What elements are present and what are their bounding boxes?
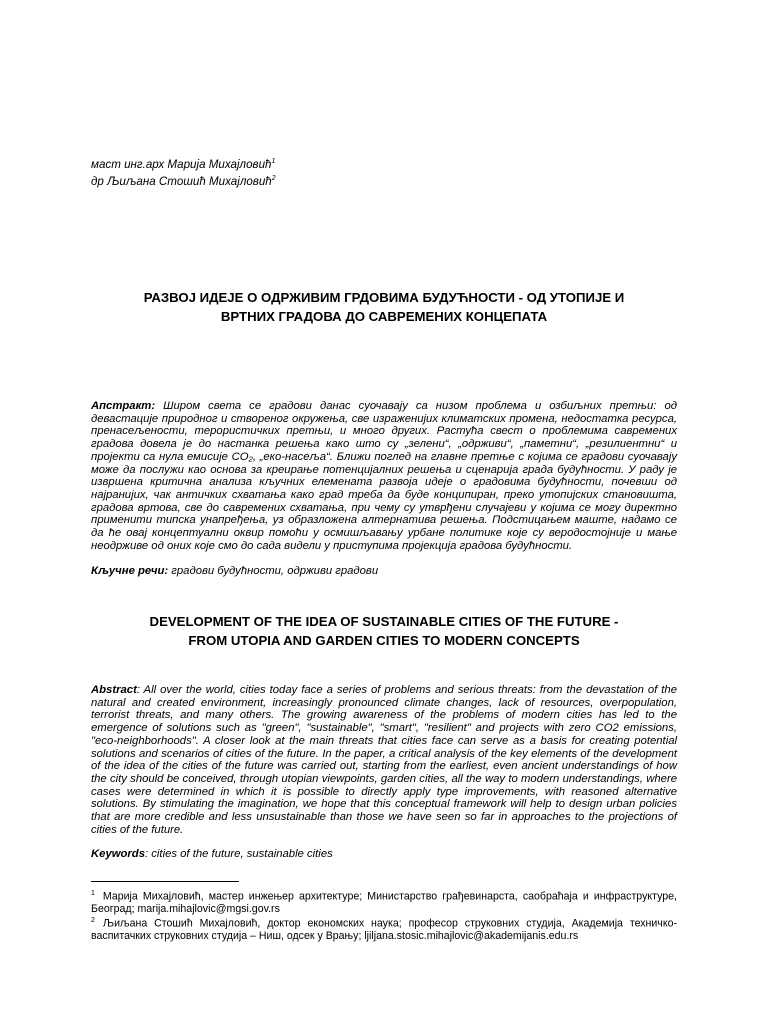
footnote-separator xyxy=(91,881,239,882)
abstract-serbian-text: Широм света се градови данас суочавају са низом проблема и озбиљних претњи: од девастације природног и створеног окружења, све израженијих климатских промена, недостатка ресурса, пренасељености, терористичких претњи, и много других. Растућа свест о проблемима савремених градова довела је до настанка решења како што су „зелени“, „одрживи“, „паметни“, „резилиентни“ и пројекти са нула емисије CO₂, „еко-насеља“. Ближи поглед на главне претње с којима се градови суочавају може да послужи као основа за креирање потенцијалних решења и сценарија града будућности. У раду је извршена критична анализа кључних елемената развоја идеје о градовима будућности, почевши од најранијих, чак античких схватања како град треба да буде конципиран, преко утопијских становишта, градова вртова, све до савремених схватања, при чему су утврђени случајеви у којима се могу директно применити типска унапређења, уз образложена алтернатива решења. Подстицањем маште, надамо се да ће овај концептуални оквир помоћи у осмишљавању урбане политике које су веродостојније и мање неодрживе од оних које смо до сада видели у приступима пројекција градова будућности. xyxy=(91,400,677,552)
abstract-english-text: : All over the world, cities today face a series of problems and serious threats: from the devastation of the natural and created environment, increasingly pronounced climate changes, lack of resources, overpopulation, terrorist threats, and many others. The growing awareness of the problems of modern cities has led to the emergence of solutions such as "green", "sustainable", "smart", "resilient" and projects with zero CO2 emissions, "eco-neighborhoods". A closer look at the main threats that cities face can serve as a basis for creating potential solutions and scenarios of cities of the future. In the paper, a critical analysis of the key elements of the development of the idea of the cities of the future was carried out, starting from the earliest, even ancient understandings of how the city should be conceived, through utopian viewpoints, garden cities, all the way to modern understandings, where cases were determined in which it is possible to directly apply type improvements, with reasoned alternative solutions. By stimulating the imagination, we hope that this conceptual framework will help to design urban policies that are more credible and less unsustainable than those we have seen so far in approaches to the projections of cities of the future. xyxy=(91,684,677,836)
author-list xyxy=(91,155,276,189)
author-2-footnote-mark: 2 xyxy=(271,174,276,182)
abstract-english xyxy=(91,684,677,836)
paper-title-serbian: РАЗВОЈ ИДЕЈЕ О ОДРЖИВИМ ГРДОВИМА БУДУЋНОСТИ - ОД УТОПИЈЕ И ВРТНИХ ГРАДОВА ДО САВРЕМЕНИХ КОНЦЕПАТА xyxy=(143,290,625,324)
footnote-2: $^2$ Љиљана Стошић Михајловић, доктор економских наука; професор струковних студија, Академија техничко-васпитачких струковних студија – Ниш, одсек у Врању; ljiljana.stosic.mihajlovic@akademijanis.edu.rs xyxy=(91,916,677,942)
abstract-english-label: Abstract xyxy=(91,684,137,696)
abstract-serbian-label: Апстракт: xyxy=(91,400,156,412)
footnote-1: $^1$ Марија Михајловић, мастер инжењер архитектуре; Министарство грађевинарста, саобраћаја и инфраструктуре, Београд; marija.mihajlovic@mgsi.gov.rs xyxy=(91,890,677,915)
keywords-serbian xyxy=(91,565,378,577)
paper-title-english: DEVELOPMENT OF THE IDEA OF SUSTAINABLE CITIES OF THE FUTURE - FROM UTOPIA AND GARDEN CITIES TO MODERN CONCEPTS xyxy=(149,614,619,648)
keywords-serbian-text: градови будућности, одрживи градови xyxy=(168,565,379,577)
keywords-english-label: Keywords xyxy=(91,848,145,860)
keywords-english-text: : cities of the future, sustainable cities xyxy=(145,848,333,860)
keywords-english xyxy=(91,848,333,860)
footnotes xyxy=(91,888,677,942)
abstract-serbian xyxy=(91,400,677,552)
author-1-footnote-mark: 1 xyxy=(271,158,276,165)
author-1: маст инг.арх Марија Михајловић$^1$ xyxy=(91,157,276,171)
keywords-serbian-label: Кључне речи: xyxy=(91,565,169,577)
author-2: др Љиљана Стошић Михајловић$^2$ xyxy=(91,174,276,188)
